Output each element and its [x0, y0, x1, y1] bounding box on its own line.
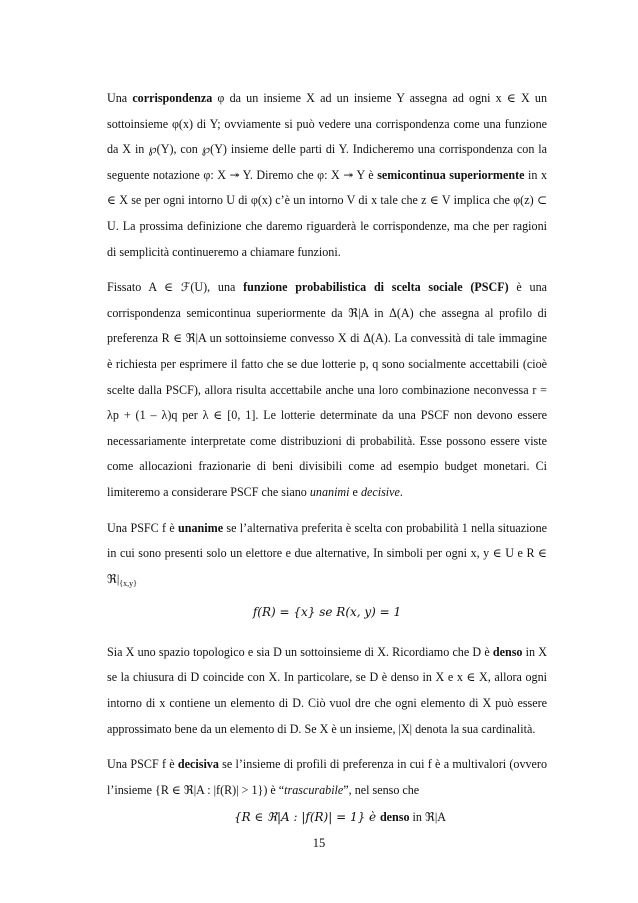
term-semicontinua: semicontinua superiormente: [377, 167, 525, 182]
page-body: [107, 86, 547, 831]
term-trascurabile: trascurabile: [284, 782, 344, 797]
text-run: in x ∈ X se per ogni intorno U di φ(x) c’è un intorno V di x tale che z ∈ V implica che φ(z) ⊂ U. La prossima definizione che daremo riguarderà le corrispondenze, ma che per ragioni di semplicità continueremo a chiamare funzioni.: [107, 167, 547, 259]
text-run: in ℜ|A: [409, 810, 446, 825]
text-run: in X se la chiusura di D coincide con X. In particolare, se D è denso in X e x ∈ X, allora ogni intorno di x contiene un elemento di D. Ciò vuol dre che ogni elemento di X può essere approssimato bene da un elemento di D. Se X è un insieme, |X| denota la sua cardinalità.: [107, 644, 548, 736]
term-decisive: decisive: [360, 484, 400, 499]
text-run: .: [399, 484, 403, 499]
text-run: Sia X uno spazio topologico e sia D un sottoinsieme di X. Ricordiamo che D è: [107, 644, 493, 659]
paragraph-denso: [107, 640, 547, 742]
term-pscf: funzione probabilistica di scelta sociale (PSCF): [243, 280, 509, 295]
term-denso: denso: [379, 810, 410, 825]
text-run: Fissato A ∈ ℱ(U), una: [107, 280, 244, 295]
text-run: e: [349, 484, 361, 499]
text-run: ”, nel senso che: [343, 782, 420, 797]
term-unanimi: unanimi: [309, 484, 350, 499]
text-run: è una corrispondenza semicontinua superiormente da ℜ|A in Δ(A) che assegna al profilo di preferenza R ∈ ℜ|A un sottoinsieme convesso X di Δ(A). La convessità di tale immagine è richiesta per esprimere il fatto che se due lotterie p, q sono socialmente accettabili (cioè scelte dalla PSCF), allora risulta accettabile anche una loro combinazione neconvessa r = λp + (1 – λ)q per λ ∈ [0, 1]. Le lotterie determinate da una PSCF non devono essere necessariamente interpretate come distribuzioni di probabilità. Esse possono essere viste come allocazioni frazionarie di beni divisibili come ad esempio budget monetari. Ci limiteremo a considerare PSCF che siano: [107, 280, 547, 499]
paragraph-unanime: [107, 516, 547, 597]
subscript: {x,y}: [119, 578, 137, 588]
paragraph-correspondence: [107, 86, 547, 265]
formula-unanime: f(R) = {x} se R(x, y) = 1: [252, 605, 402, 620]
text-run: se l’alternativa preferita è scelta con probabilità 1 nella situazione in cui sono presenti solo un elettore e due alternative, In simboli per ogni x, y ∈ U e R ∈ ℜ|: [107, 520, 547, 586]
paragraph-pscf-definition: [107, 275, 547, 505]
term-corrispondenza: corrispondenza: [132, 91, 213, 105]
term-denso: denso: [492, 644, 523, 659]
formula-decisiva: [107, 805, 547, 831]
text-run: Una PSFC f è: [107, 520, 179, 535]
term-decisiva: decisiva: [177, 757, 219, 772]
text-run: Una PSCF f è: [107, 757, 178, 772]
text-run: {R ∈ ℜ|A : |f(R)| = 1} è: [234, 810, 380, 825]
text-run: Una: [107, 91, 133, 105]
text-run: se l’insieme di profili di preferenza in cui f è a multivalori (ovvero l’insieme {R ∈ ℜ|A : |f(R)| > 1}) è “: [107, 757, 547, 797]
page-number: 15: [312, 836, 326, 850]
text-run: φ da un insieme X ad un insieme Y assegna ad ogni x ∈ X un sottoinsieme φ(x) di Y; ovviamente si può vedere una corrispondenza come una funzione da X in ℘(Y), con ℘(Y) insieme delle parti di Y. Indicheremo una corrispondenza con la seguente notazione φ: X ↠ Y. Diremo che φ: X ↠ Y è: [107, 91, 547, 182]
term-unanime: unanime: [178, 520, 224, 535]
paragraph-decisiva: [107, 752, 547, 803]
